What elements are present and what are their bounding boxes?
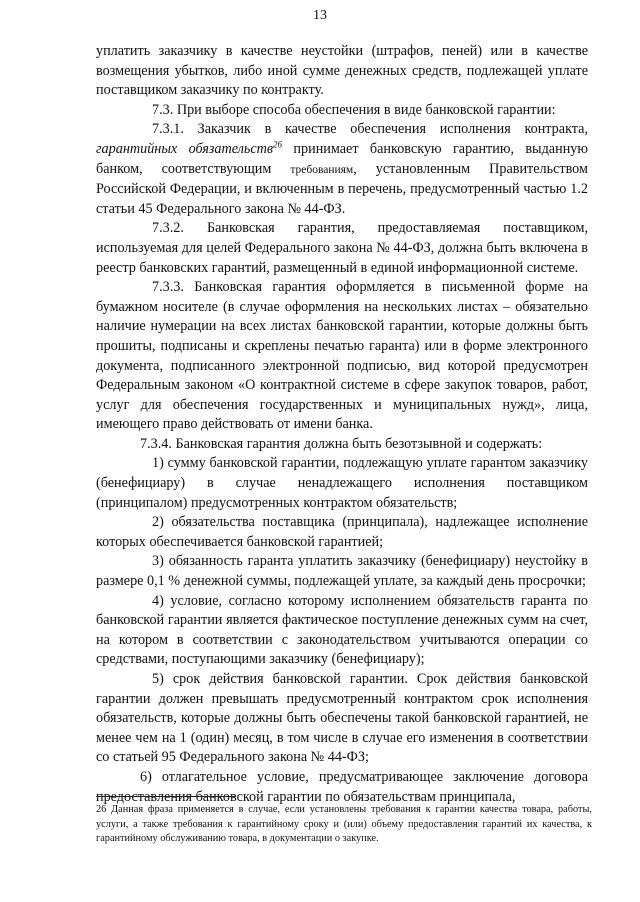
p731-text-b: принимает банковскую гарантию, выданную банком, соответствующим <box>96 140 588 177</box>
paragraph-7-3-2: 7.3.2. Банковская гарантия, предоставляемая поставщиком, используемая для целей Федерального закона № 44-ФЗ, должна быть включена в реестр банковских гарантий, размещенный в единой информационной системе. <box>96 220 588 276</box>
list-item-3: 3) обязанность гаранта уплатить заказчику (бенефициару) неустойку в размере 0,1 % денежной суммы, подлежащей уплате, за каждый день просрочки; <box>96 553 588 590</box>
footnote-26: 26 Данная фраза применяется в случае, если установлены требования к гарантии качества товара, работы, услуги, а также требования к гарантийному сроку и (или) объему предоставления гарантий их качества, к гарантийному обслуживанию товара, в документации о закупке. <box>96 804 592 844</box>
p731-italic-phrase: гарантийных обязательств <box>96 140 274 157</box>
list-item-6: 6) отлагательное условие, предусматривающее заключение договора предоставления банковской гарантии по обязательствам принципала, <box>96 768 588 805</box>
list-item-1: 1) сумму банковской гарантии, подлежащую уплате гарантом заказчику (бенефициару) в случае ненадлежащего исполнения поставщиком (принципалом) предусмотренных контрактом обязательств; <box>96 455 588 511</box>
paragraph-7-3-1 <box>96 120 588 219</box>
page-number: 13 <box>313 8 327 23</box>
footnote-ref-26: 26 <box>273 139 283 150</box>
p731-text-a: 7.3.1. Заказчик в качестве обеспечения исполнения контракта, <box>152 121 588 138</box>
paragraph-7-3: 7.3. При выборе способа обеспечения в виде банковской гарантии: <box>152 101 556 118</box>
footnote-divider <box>96 796 236 797</box>
paragraph-7-3-3: 7.3.3. Банковская гарантия оформляется в письменной форме на бумажном носителе (в случае оформления на нескольких листах – обязательно наличие нумерации на всех листах банковской гарантии, которые должны быть прошиты, подписаны и скреплены печатью гаранта) или в форме электронного документа, подписанного электронной подписью, вид которой предусмотрен Федеральным законом «О контрактной системе в сфере закупок товаров, работ, услуг для обеспечения государственных и муниципальных нужд», лица, имеющего право действовать от имени банка. <box>96 279 588 433</box>
paragraph-continuation: уплатить заказчику в качестве неустойки (штрафов, пеней) или в качестве возмещения убытков, либо иной сумме денежных средств, подлежащей уплате поставщиком заказчику по контракту. <box>96 43 588 99</box>
list-item-5: 5) срок действия банковской гарантии. Срок действия банковской гарантии должен превышать предусмотренный контрактом срок исполнения обязательств, которые должны быть обеспечены такой банковской гарантией, не менее чем на 1 (один) месяц, в том числе в случае его изменения в соответствии со статьей 95 Федерального закона № 44-ФЗ; <box>96 671 588 766</box>
p731-text-c: , установленным Правительством Российской Федерации, и включенным в перечень, предусмотренный частью 1.2 статьи 45 Федерального закона № 44-ФЗ. <box>96 160 588 217</box>
paragraph-7-3-4: 7.3.4. Банковская гарантия должна быть безотзывной и содержать: <box>140 435 543 452</box>
list-item-4: 4) условие, согласно которому исполнением обязательств гаранта по банковской гарантии является фактическое поступление денежных сумм на счет, на котором в соответствии с законодательством учитываются операции со средствами, поступающими заказчику (бенефициару); <box>96 592 588 668</box>
p731-small-word: требованиям <box>290 163 354 176</box>
document-body <box>96 42 588 807</box>
list-item-2: 2) обязательства поставщика (принципала), надлежащее исполнение которых обеспечивается банковской гарантией; <box>96 514 588 550</box>
